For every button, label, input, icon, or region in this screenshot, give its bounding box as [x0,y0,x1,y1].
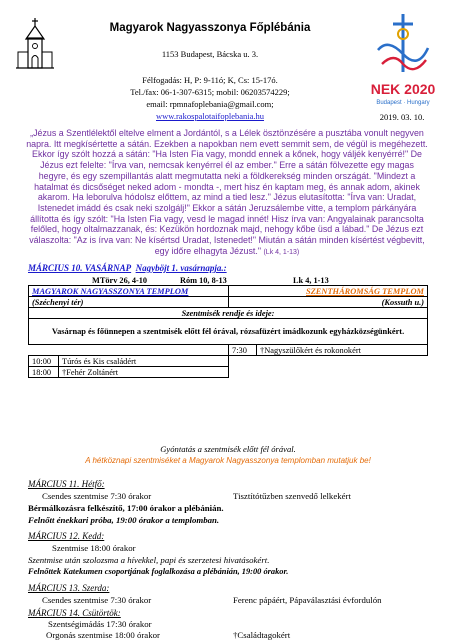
parish-title: Magyarok Nagyasszonya Főplébánia [109,22,311,34]
monday-heading: MÁRCIUS 11. Hétfő: [28,479,105,489]
church-2-location: (Kossuth u.) [229,297,428,308]
monday-intent: Tisztítótűzben szenvedő lelkekért [233,491,351,501]
bulletin-date: 2019. 03. 10. [379,112,425,122]
table-row [29,356,428,367]
tuesday-catechumen: Felnőttek Katekumen csoportjának foglalkozása a plébánián, 19:00 órakor. [28,567,289,576]
intent-right [257,356,428,367]
reading-3: Lk 4, 1-13 [293,276,329,285]
mass-order-title: Szentmisék rendje és ideje: [29,308,428,319]
church-1-location: (Széchenyi tér) [29,297,229,308]
rosary-notice: Vasárnap és főünnepen a szentmisék előtt fél órával, rózsafüzért imádkozunk egyházközségünkért. [29,319,428,345]
thursday-adoration: Szentségimádás 17:30 órakor [48,619,152,629]
nek-cross-icon [378,14,428,72]
time-right: 7:30 [229,345,257,356]
gospel-passage [25,128,429,258]
tuesday-mass: Szentmise 18:00 órakor [52,543,136,553]
phone-numbers: Tel./fax: 06-1-307-6315; mobil: 06203574229; [130,87,290,97]
church-logo-icon [14,18,56,76]
confession-note: Gyóntatás a szentmisék előtt fél órával. [160,444,296,454]
table-row [29,286,428,297]
tuesday-vespers: Szentmise után szolozsma a hívekkel, papi és szerzetesi hivatásokért. [28,555,270,565]
intent-right: †Nagyszülőkért és rokonokért [257,345,428,356]
gospel-reference: (Lk 4, 1-13) [263,248,300,256]
intent-right [257,367,428,378]
reading-1: MTörv 26, 4-10 [92,276,148,285]
thursday-intent: †Családtagokért [233,630,291,640]
website-link[interactable]: www.rakospalotaifoplebania.hu [155,111,265,121]
nek-logo-title: NEK 2020 [370,81,436,97]
sunday-name: Nagyböjt 1. vasárnapja.: [135,263,227,273]
time-left: 18:00 [29,367,59,378]
intent-left [59,345,229,356]
time-right [229,367,257,378]
sunday-date: MÁRCIUS 10. VASÁRNAP [28,263,132,273]
thursday-heading: MÁRCIUS 14. Csütörtök: [28,608,121,618]
wednesday-intent: Ferenc pápáért, Pápaválasztási évfordulón [233,595,382,605]
tuesday-heading: MÁRCIUS 12. Kedd: [28,531,105,541]
sunday-heading [28,263,227,273]
time-left: 10:00 [29,356,59,367]
table-row [29,345,428,356]
wednesday-heading: MÁRCIUS 13. Szerda: [28,583,110,593]
thursday-mass: Orgonás szentmise 18:00 órakor [46,630,160,640]
table-row [29,367,428,378]
intent-left: Túrós és Kis családért [59,356,229,367]
table-row [29,308,428,319]
mass-schedule-table [28,285,428,378]
wednesday-mass: Csendes szentmise 7:30 órakor [42,595,152,605]
church-2-name: SZENTHÁROMSÁG TEMPLOM [229,286,428,297]
time-right [229,356,257,367]
table-row [29,297,428,308]
nek-2020-logo [368,8,438,110]
church-1-name: MAGYAROK NAGYASSZONYA TEMPLOM [29,286,229,297]
nek-logo-subtitle: Budapest · Hungary [376,100,430,106]
gospel-text: „Jézus a Szentlélektől eltelve elment a Jordántól, s a Lélek ösztönzésére a pusztába vonult negyven napra. Itt megkísértette a sátán. Ezekben a napokban nem evett semmit sem, de végül is megéhezett. Ekkor így szólt hozzá a sátán: "Ha Isten Fia vagy, mondd ennek a kőnek, hogy váljék kenyérré!" De Jézus ezt felelte: "Írva van, nemcsak kenyérrel él az ember." Erre a sátán fölvezette egy magas hegyre, és egy szempillantás alatt megmutatta neki a földkerekség minden országát. "Mindezt a hatalmat és dicsőséget neked adom - mondta -, mert hisz én kaptam meg, és annak adom, akinek akarom. Ha leborulva hódolsz előttem, az mind a tied lesz." Jézus elutasította: "Írva van: Uradat, Istenedet imádd és csak neki szolgálj!" Ekkor a sátán Jeruzsálembe vitte, a templom párkányára állította és így szólt: "Ha Isten Fia vagy, vesd le magad innét! Hisz írva van: Angyalainak parancsolta felőled, hogy oltalmazzanak, és: Kezükön hordoznak majd, nehogy kőbe üsd a lábad." De Jézus ezt válaszolta: "Az is írva van: Ne kísértsd Uradat, Istenedet!" Miután a sátán minden kísértést végbevitt, egy időre elhagyta Jézust." [26,128,428,256]
table-row [29,319,428,345]
parish-address: 1153 Budapest, Bácska u. 3. [161,49,259,59]
monday-confirmation: Bérmálkozásra felkészítő, 17:00 órakor a plébánián. [28,503,224,513]
monday-mass: Csendes szentmise 7:30 órakor [42,491,152,501]
reading-2: Róm 10, 8-13 [180,276,227,285]
time-left [29,345,59,356]
email-address: email: rpmnafoplebania@gmail.com; [146,99,274,109]
monday-choir: Felnőtt énekkari próba, 19:00 órakor a templomban. [28,515,220,525]
intent-left: †Fehér Zoltánért [59,367,229,378]
office-hours: Félfogadás: H, P: 9-11ó; K, Cs: 15-17ó. [142,75,278,85]
weekday-note: A hétköznapi szentmiséket a Magyarok Nagyasszonya templomban mutatjuk be! [85,456,371,465]
